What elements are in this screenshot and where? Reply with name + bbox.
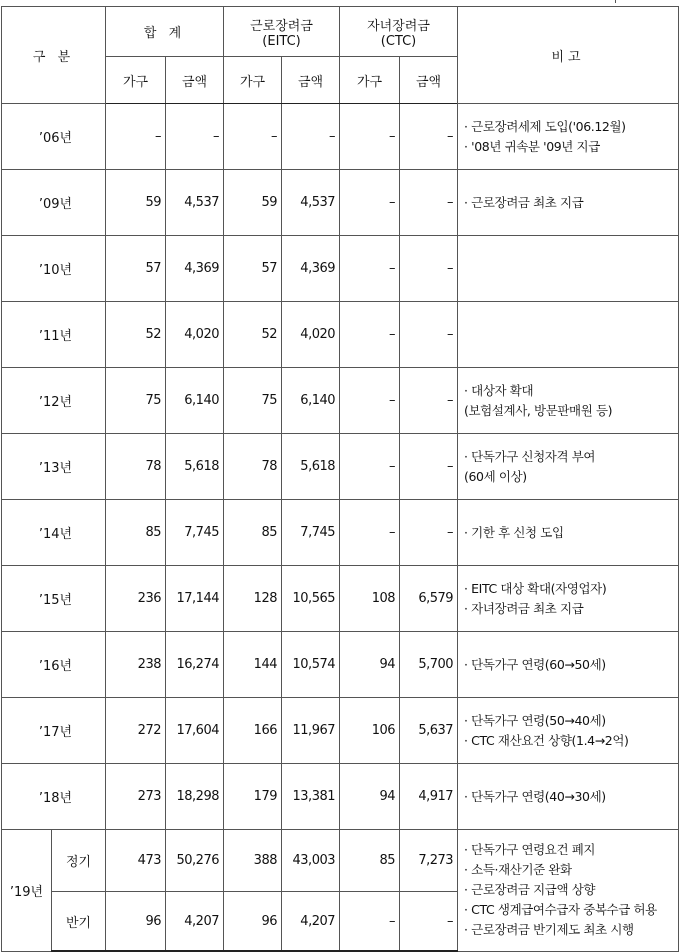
eitc-households: 75 [224, 368, 282, 434]
total-households: 238 [106, 632, 166, 698]
table-row [2, 302, 679, 368]
eitc-amount: 13,381 [282, 764, 340, 830]
total-households: 473 [106, 830, 166, 892]
ctc-households: 85 [340, 830, 400, 892]
eitc-amount: 10,574 [282, 632, 340, 698]
ctc-households: 94 [340, 764, 400, 830]
year-cell: ’14년 [2, 500, 106, 566]
total-amount: 18,298 [166, 764, 224, 830]
table-body [2, 104, 679, 952]
note-line: · 단독가구 연령요건 폐지 [464, 842, 596, 858]
note-line: · 근로장려금 반기제도 최초 시행 [464, 922, 634, 938]
header-eitc-abbr: (EITC) [262, 33, 301, 49]
note-line: · CTC 재산요건 상향(1.4→2억) [464, 732, 629, 748]
eitc-households: 52 [224, 302, 282, 368]
note-cell [458, 500, 679, 566]
year-cell: ’09년 [2, 170, 106, 236]
header-note: 비고 [458, 7, 679, 104]
total-amount: 4,537 [166, 170, 224, 236]
total-amount: 4,207 [166, 892, 224, 952]
ctc-households: – [340, 170, 400, 236]
note-cell [458, 764, 679, 830]
ctc-amount: – [400, 892, 458, 952]
note-line: · '08년 귀속분 '09년 지급 [464, 138, 600, 154]
table-row [2, 236, 679, 302]
eitc-amount: 4,207 [282, 892, 340, 952]
note-cell [458, 236, 679, 302]
note-cell [458, 170, 679, 236]
table-row [2, 566, 679, 632]
header-eitc-households: 가구 [224, 57, 282, 104]
note-cell [458, 632, 679, 698]
total-households: 52 [106, 302, 166, 368]
note-cell [458, 434, 679, 500]
eitc-households: – [224, 104, 282, 170]
total-households: 59 [106, 170, 166, 236]
total-households: 85 [106, 500, 166, 566]
header-eitc-title: 근로장려금 [250, 18, 313, 34]
eitc-ctc-table [1, 6, 679, 952]
note-2019 [458, 830, 679, 952]
total-households: 57 [106, 236, 166, 302]
total-amount: 50,276 [166, 830, 224, 892]
header-total: 합 계 [106, 7, 224, 57]
note-line: · 근로장려금 지급액 상향 [464, 882, 596, 898]
ctc-households: – [340, 434, 400, 500]
header-ctc-abbr: (CTC) [380, 33, 417, 49]
year-cell: ’12년 [2, 368, 106, 434]
eitc-amount: 43,003 [282, 830, 340, 892]
note-line: · 단독가구 연령(50→40세) [464, 712, 606, 728]
ctc-amount: 5,700 [400, 632, 458, 698]
header-eitc [224, 7, 340, 57]
year-cell: ’18년 [2, 764, 106, 830]
note-cell [458, 302, 679, 368]
header-ctc-title: 자녀장려금 [367, 18, 430, 34]
note-cell [458, 566, 679, 632]
ctc-amount: – [400, 368, 458, 434]
total-households: 96 [106, 892, 166, 952]
year-cell: ’06년 [2, 104, 106, 170]
header-ctc-amount: 금액 [400, 57, 458, 104]
year-cell: ’16년 [2, 632, 106, 698]
ctc-households: 108 [340, 566, 400, 632]
total-households: 272 [106, 698, 166, 764]
total-amount: 7,745 [166, 500, 224, 566]
year-cell: ’13년 [2, 434, 106, 500]
table-row [2, 104, 679, 170]
eitc-households: 179 [224, 764, 282, 830]
total-households: 78 [106, 434, 166, 500]
table-row [2, 170, 679, 236]
eitc-households: 166 [224, 698, 282, 764]
top-border [0, 0, 680, 4]
note-line: · EITC 대상 확대(자영업자) [464, 580, 607, 596]
eitc-amount: 4,537 [282, 170, 340, 236]
eitc-households: 59 [224, 170, 282, 236]
ctc-amount: – [400, 104, 458, 170]
table-row [2, 434, 679, 500]
total-amount: 17,604 [166, 698, 224, 764]
ctc-households: 106 [340, 698, 400, 764]
ctc-amount: – [400, 302, 458, 368]
note-line: · 근로장려세제 도입('06.12월) [464, 118, 626, 134]
ctc-amount: – [400, 236, 458, 302]
year-cell: ’11년 [2, 302, 106, 368]
eitc-households: 128 [224, 566, 282, 632]
eitc-amount: 4,369 [282, 236, 340, 302]
ctc-households: – [340, 892, 400, 952]
eitc-amount: 4,020 [282, 302, 340, 368]
ctc-amount: 6,579 [400, 566, 458, 632]
ctc-amount: 7,273 [400, 830, 458, 892]
note-line: · 단독가구 연령(60→50세) [464, 656, 606, 672]
eitc-amount: – [282, 104, 340, 170]
note-line: · 근로장려금 최초 지급 [464, 194, 584, 210]
ctc-amount: – [400, 434, 458, 500]
total-amount: – [166, 104, 224, 170]
ctc-amount: – [400, 170, 458, 236]
total-amount: 6,140 [166, 368, 224, 434]
ctc-amount: – [400, 500, 458, 566]
note-cell [458, 104, 679, 170]
header-total-households: 가구 [106, 57, 166, 104]
total-amount: 16,274 [166, 632, 224, 698]
eitc-amount: 10,565 [282, 566, 340, 632]
note-line: (보험설계사, 방문판매원 등) [464, 402, 613, 418]
type-regular: 정기 [52, 830, 106, 892]
table-row [2, 500, 679, 566]
table-row [2, 698, 679, 764]
note-line: · CTC 생계급여수급자 중복수급 허용 [464, 902, 657, 918]
note-line: · 기한 후 신청 도입 [464, 524, 564, 540]
total-amount: 17,144 [166, 566, 224, 632]
year-cell: ’17년 [2, 698, 106, 764]
eitc-households: 78 [224, 434, 282, 500]
header-eitc-amount: 금액 [282, 57, 340, 104]
total-amount: 4,369 [166, 236, 224, 302]
ctc-households: – [340, 236, 400, 302]
eitc-amount: 7,745 [282, 500, 340, 566]
top-tick-mark [615, 0, 616, 3]
total-households: 236 [106, 566, 166, 632]
eitc-amount: 6,140 [282, 368, 340, 434]
note-cell [458, 698, 679, 764]
table-row-2019-regular [2, 830, 679, 892]
year-2019: ’19년 [2, 830, 52, 952]
eitc-amount: 11,967 [282, 698, 340, 764]
table-row [2, 764, 679, 830]
eitc-amount: 5,618 [282, 434, 340, 500]
year-cell: ’15년 [2, 566, 106, 632]
note-line: · 자녀장려금 최초 지급 [464, 600, 584, 616]
eitc-households: 85 [224, 500, 282, 566]
ctc-amount: 5,637 [400, 698, 458, 764]
total-households: – [106, 104, 166, 170]
eitc-households: 57 [224, 236, 282, 302]
table-row [2, 368, 679, 434]
ctc-households: – [340, 302, 400, 368]
total-amount: 4,020 [166, 302, 224, 368]
eitc-households: 144 [224, 632, 282, 698]
note-line: · 단독가구 신청자격 부여 [464, 448, 596, 464]
header-total-amount: 금액 [166, 57, 224, 104]
type-semiannual: 반기 [52, 892, 106, 952]
note-line: · 단독가구 연령(40→30세) [464, 788, 606, 804]
year-cell: ’10년 [2, 236, 106, 302]
note-line: · 소득·재산기준 완화 [464, 862, 572, 878]
note-line: (60세 이상) [464, 468, 527, 484]
ctc-households: – [340, 500, 400, 566]
total-households: 273 [106, 764, 166, 830]
total-amount: 5,618 [166, 434, 224, 500]
eitc-households: 388 [224, 830, 282, 892]
eitc-households: 96 [224, 892, 282, 952]
table-row [2, 632, 679, 698]
ctc-households: – [340, 368, 400, 434]
header-category: 구 분 [2, 7, 106, 104]
header-ctc [340, 7, 458, 57]
ctc-households: 94 [340, 632, 400, 698]
ctc-amount: 4,917 [400, 764, 458, 830]
header-ctc-households: 가구 [340, 57, 400, 104]
note-line: · 대상자 확대 [464, 382, 534, 398]
note-cell [458, 368, 679, 434]
total-households: 75 [106, 368, 166, 434]
ctc-households: – [340, 104, 400, 170]
